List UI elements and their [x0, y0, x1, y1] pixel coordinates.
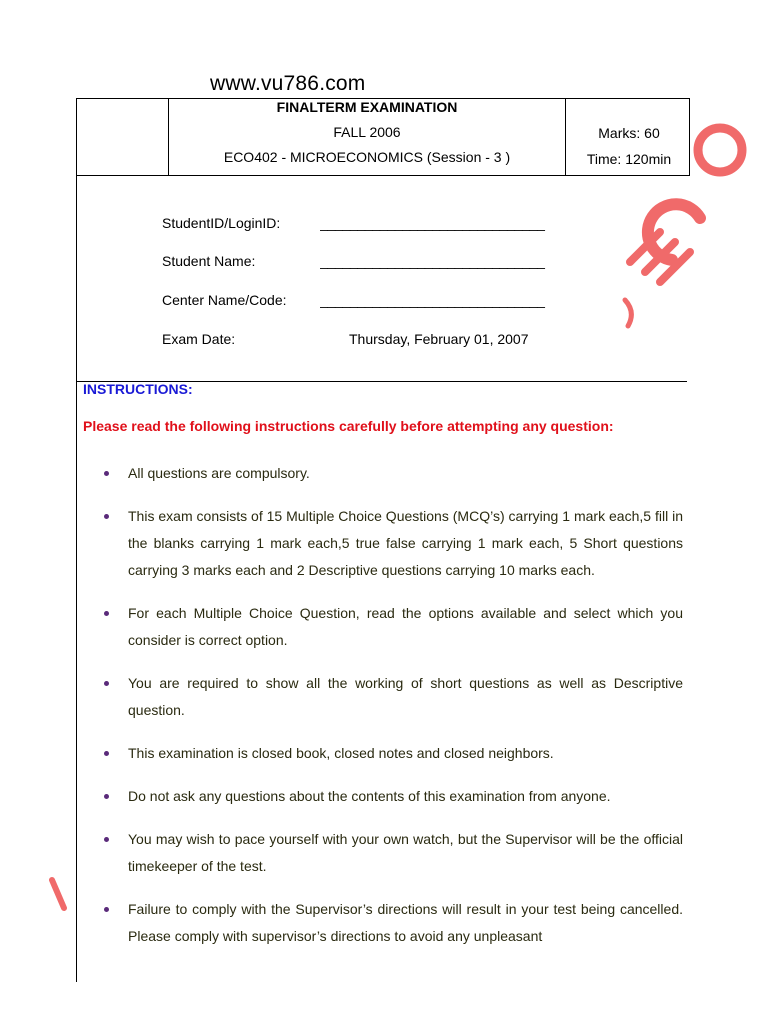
watermark-letter-c [648, 204, 700, 260]
bullet-icon [104, 514, 109, 519]
student-name-label: Student Name: [162, 253, 256, 269]
page-left-border [76, 176, 77, 982]
watermark-dot-arc [625, 300, 631, 326]
instruction-text: You may wish to pace yourself with your own watch, but the Supervisor will be the official timekeeper of the test. [128, 831, 683, 874]
site-url: www.vu786.com [210, 72, 366, 95]
exam-header-table [76, 98, 690, 176]
bullet-icon [104, 751, 109, 756]
instructions-heading: INSTRUCTIONS: [83, 381, 193, 397]
student-id-row [162, 215, 582, 235]
instruction-text: For each Multiple Choice Question, read the options available and select which you consider is correct option. [128, 605, 683, 648]
instruction-text: This exam consists of 15 Multiple Choice Questions (MCQ’s) carrying 1 mark each,5 fill in the blanks carrying 1 mark each,5 true false carrying 1 mark each, 5 Short questions carrying 3 marks each and 2 Descriptive questions carrying 10 marks each. [128, 508, 683, 578]
watermark-letter-m [630, 232, 690, 282]
exam-title: FINALTERM EXAMINATION [276, 99, 458, 115]
header-divider-right [565, 99, 566, 175]
course-name: ECO402 - MICROECONOMICS (Session - 3 ) [223, 149, 511, 165]
instructions-warning: Please read the following instructions carefully before attempting any question: [83, 418, 614, 434]
instruction-item [104, 740, 683, 767]
instruction-text: Do not ask any questions about the contents of this examination from anyone. [128, 788, 611, 804]
bullet-icon [104, 907, 109, 912]
bullet-icon [104, 471, 109, 476]
exam-date-row [162, 331, 582, 351]
student-id-label: StudentID/LoginID: [162, 215, 281, 231]
student-name-blank: ______________________________ [320, 253, 545, 269]
instruction-item [104, 600, 683, 654]
instruction-item [104, 460, 683, 487]
instruction-item [104, 896, 683, 950]
header-marks-time [567, 99, 691, 169]
watermark-dash-left [52, 880, 64, 908]
total-marks: Marks: 60 [598, 125, 660, 141]
instruction-item [104, 503, 683, 584]
student-id-blank: ______________________________ [320, 215, 545, 231]
center-blank: ______________________________ [320, 292, 545, 308]
center-label: Center Name/Code: [162, 292, 287, 308]
bullet-icon [104, 681, 109, 686]
header-exam-details [169, 99, 565, 167]
center-row [162, 292, 582, 312]
exam-duration: Time: 120min [586, 151, 672, 167]
exam-date-label: Exam Date: [162, 331, 236, 347]
exam-date-value: Thursday, February 01, 2007 [349, 331, 529, 347]
watermark-letter-o [698, 128, 742, 172]
instruction-text: Failure to comply with the Supervisor’s directions will result in your test being cancelled. Please comply with supervisor’s directions to avoid any unpleasant [128, 901, 683, 944]
semester: FALL 2006 [333, 124, 401, 140]
instruction-item [104, 670, 683, 724]
bullet-icon [104, 794, 109, 799]
instructions-list [104, 460, 683, 966]
bullet-icon [104, 837, 109, 842]
student-name-row [162, 253, 582, 273]
instruction-text: This examination is closed book, closed notes and closed neighbors. [128, 745, 554, 761]
instruction-item [104, 826, 683, 880]
instruction-text: All questions are compulsory. [128, 465, 310, 481]
bullet-icon [104, 611, 109, 616]
instruction-text: You are required to show all the working of short questions as well as Descriptive question. [128, 675, 683, 718]
instruction-item [104, 783, 683, 810]
